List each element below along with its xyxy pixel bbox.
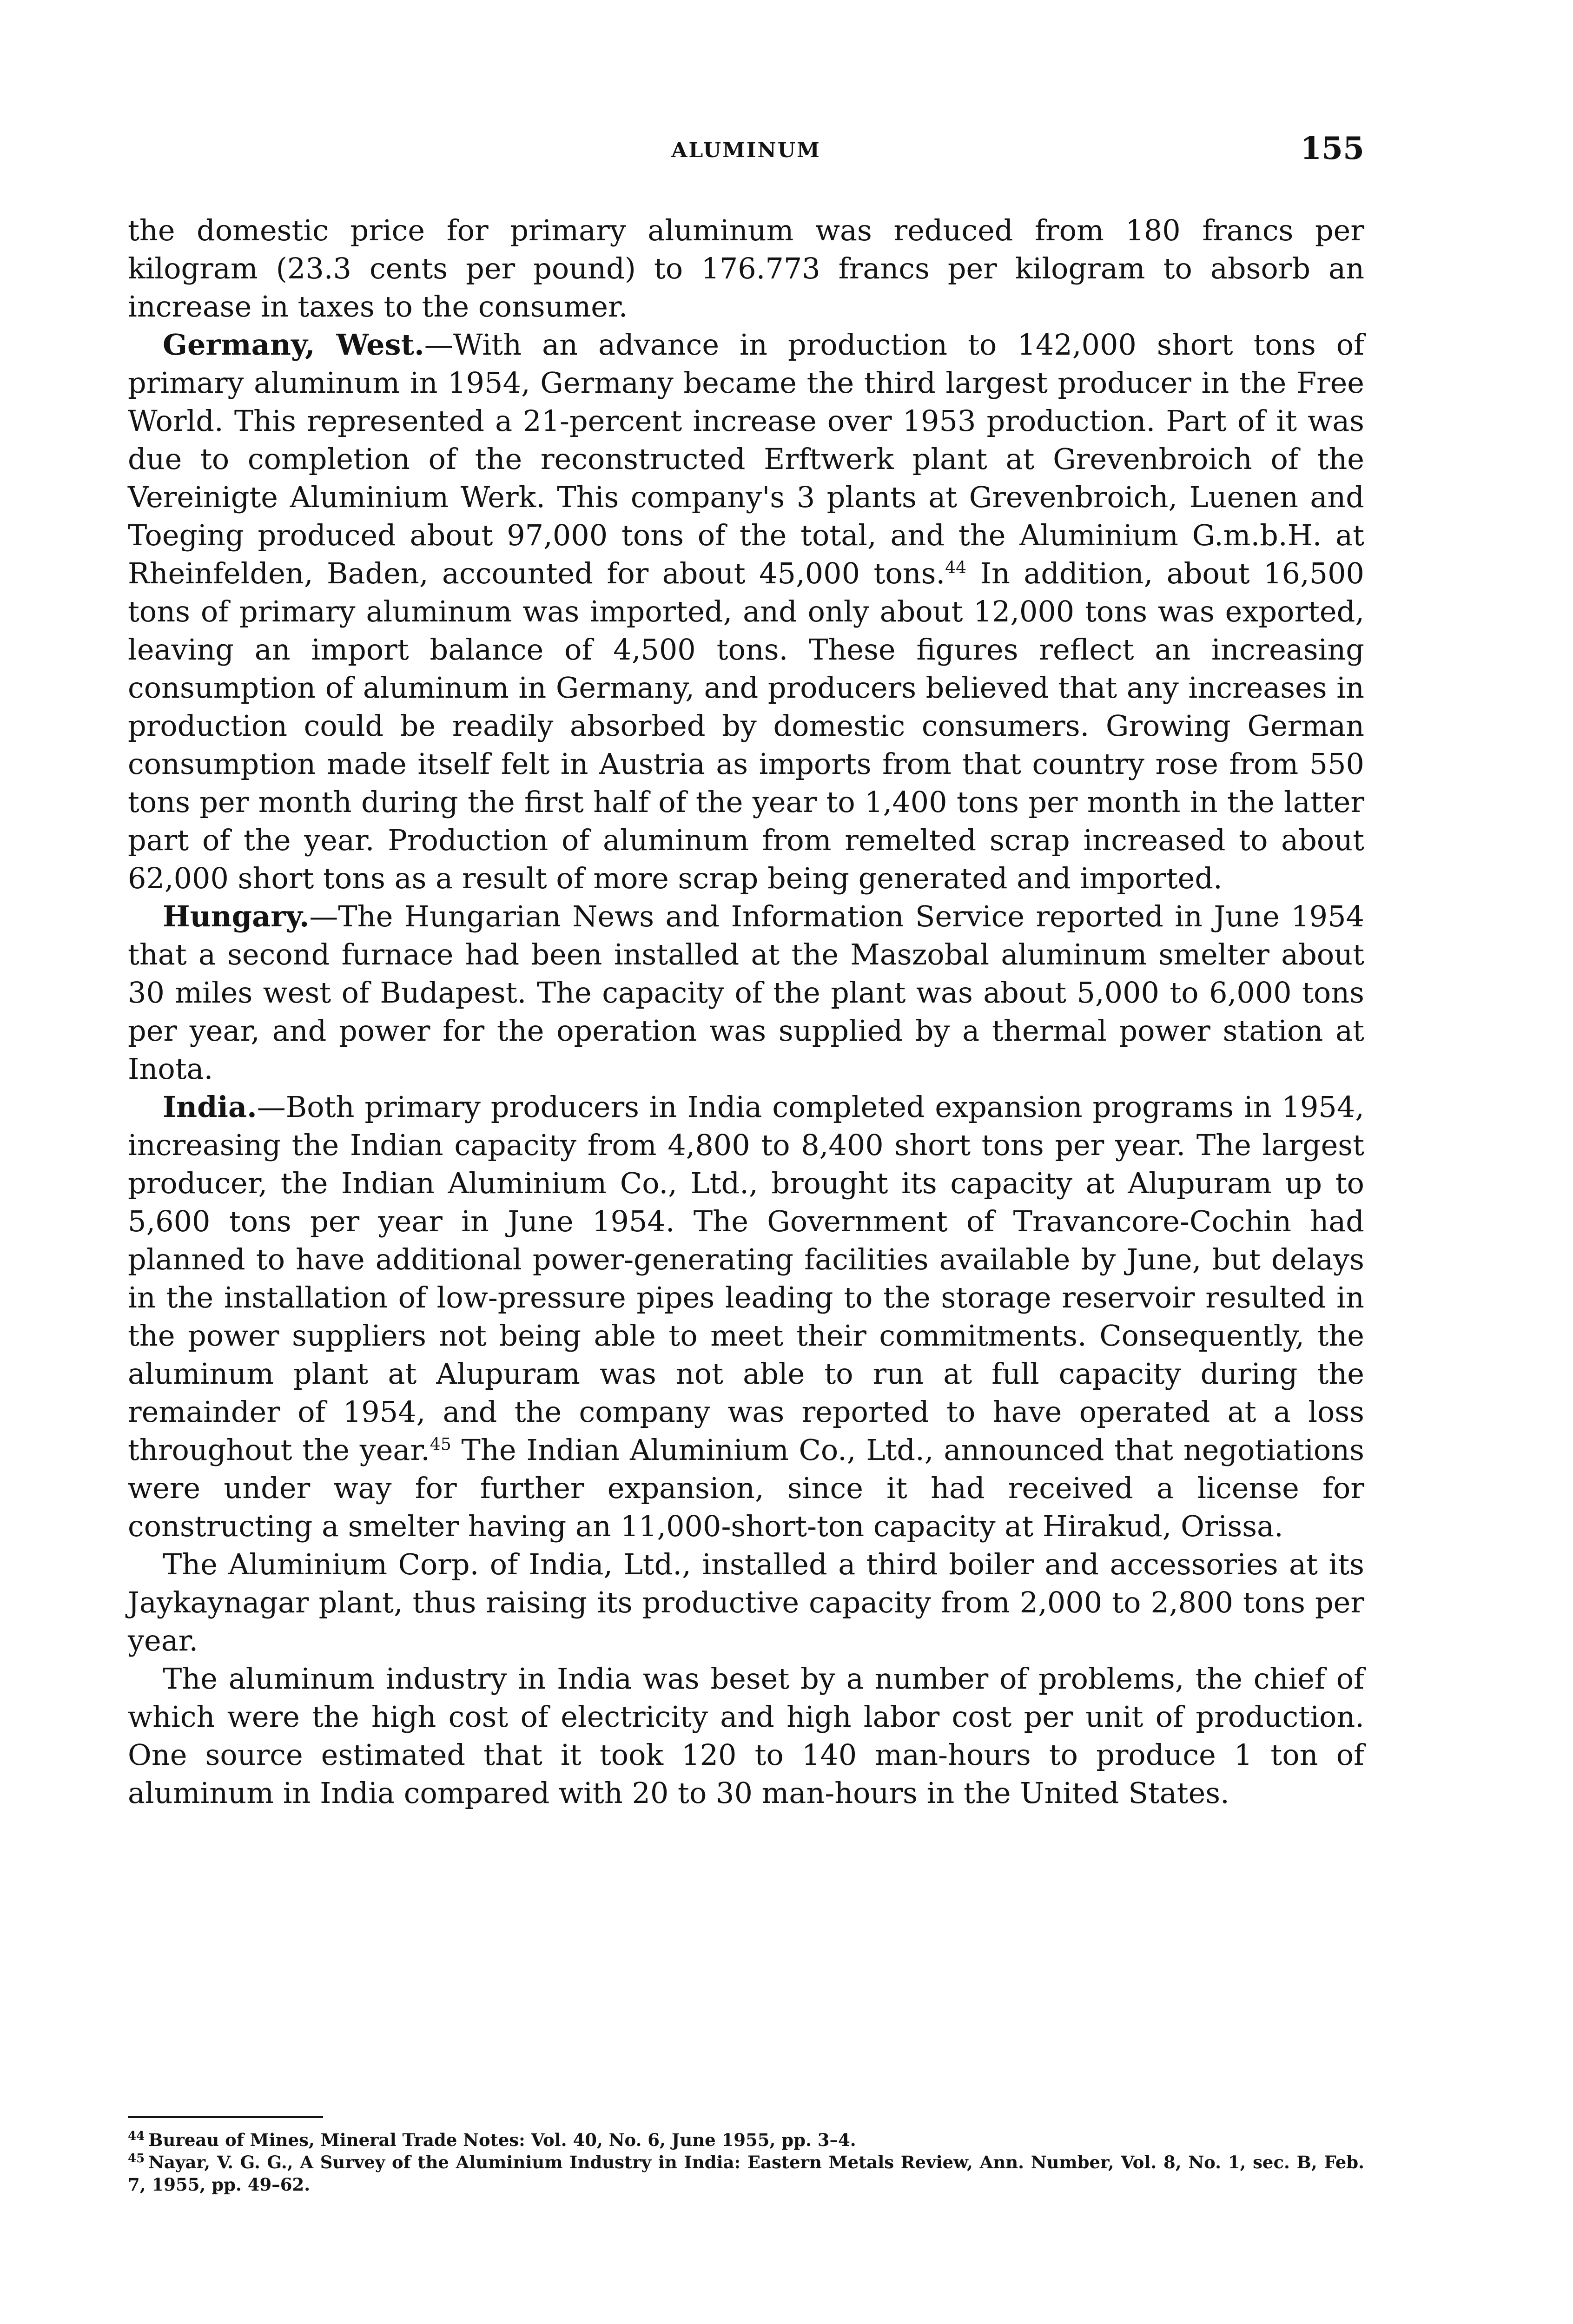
paragraph-germany-west — [128, 326, 1364, 898]
paragraph-aluminium-corp — [128, 1545, 1364, 1660]
paragraph-text: —With an advance in production to 142,000 short tons of primary aluminum in 1954, Germany became the third largest producer in the Free World. This represented a 21-percent increase over 1953 production. Part of it was due to completion of the reconstructed Erftwerk plant at Grevenbroich of the Vereinigte Aluminium Werk. This company's 3 plants at Grevenbroich, Luenen and Toeging produced about 97,000 tons of the total, and the Aluminium G.m.b.H. at Rheinfelden, Baden, accounted for about 45,000 tons. — [128, 328, 1365, 590]
section-lead-germany: Germany, West. — [163, 328, 424, 362]
paragraph-text: —Both primary producers in India completed expansion programs in 1954, increasing the Indian capacity from 4,800 to 8,400 short tons per year. The largest producer, the Indian Aluminium Co., Ltd., brought its capacity at Alupuram up to 5,600 tons per year in June 1954. The Government of Travancore-Cochin had planned to have additional power-generating facilities available by June, but delays in the installation of low-pressure pipes leading to the storage reservoir resulted in the power suppliers not being able to meet their commitments. Consequently, the aluminum plant at Alupuram was not able to run at full capacity during the remainder of 1954, and the company was reported to have operated at a loss throughout the year. — [128, 1090, 1364, 1467]
paragraph-text: The Aluminium Corp. of India, Ltd., installed a third boiler and accessories at its Jaykaynagar plant, thus raising its productive capacity from 2,000 to 2,800 tons per year. — [128, 1547, 1364, 1657]
running-head: ALUMINUM — [671, 139, 821, 162]
footnotes — [128, 2129, 1364, 2196]
footnote-reference: 45 — [430, 1435, 451, 1454]
section-lead-india: India. — [163, 1090, 257, 1124]
body-text — [128, 211, 1364, 1812]
section-lead-hungary: Hungary. — [163, 899, 310, 933]
footnote-mark: 45 — [128, 2151, 145, 2166]
page-number: 155 — [1300, 130, 1364, 166]
footnote-text: Bureau of Mines, Mineral Trade Notes: Vol. 40, No. 6, June 1955, pp. 3–4. — [148, 2130, 856, 2150]
footnote-45 — [128, 2151, 1364, 2196]
footnote-reference: 44 — [945, 558, 967, 578]
paragraph-text: In addition, about 16,500 tons of primary aluminum was imported, and only about 12,000 tons was exported, leaving an import balance of 4,500 tons. These figures reflect an increasing consumption of aluminum in Germany, and producers believed that any increases in production could be readily absorbed by domestic consumers. Growing German consumption made itself felt in Austria as imports from that country rose from 550 tons per month during the first half of the year to 1,400 tons per month in the latter part of the year. Production of aluminum from remelted scrap increased to about 62,000 short tons as a result of more scrap being generated and imported. — [128, 556, 1364, 895]
paragraph-text: The aluminum industry in India was beset by a number of problems, the chief of which were the high cost of electricity and high labor cost per unit of production. One source estimated that it took 120 to 140 man-hours to produce 1 ton of aluminum in India compared with 20 to 30 man-hours in the United States. — [128, 1662, 1364, 1810]
footnote-text: Nayar, V. G. G., A Survey of the Aluminium Industry in India: Eastern Metals Review, Ann. Number, Vol. 8, No. 1, sec. B, Feb. 7, 1955, pp. 49–62. — [128, 2152, 1364, 2195]
paragraph-industry-problems — [128, 1660, 1364, 1812]
paragraph-text: the domestic price for primary aluminum was reduced from 180 francs per kilogram (23.3 cents per pound) to 176.773 francs per kilogram to absorb an increase in taxes to the consumer. — [128, 213, 1364, 324]
footnote-44 — [128, 2129, 1364, 2151]
paragraph-text: The Indian Aluminium Co., Ltd., announced that negotiations were under way for further expansion, since it had received a license for constructing a smelter having an 11,000-short-ton capacity at Hirakud, Orissa. — [128, 1433, 1364, 1543]
footnote-divider — [128, 2116, 323, 2118]
page-header — [128, 130, 1364, 177]
footnote-mark: 44 — [128, 2129, 145, 2143]
paragraph-hungary — [128, 898, 1364, 1088]
paragraph-india — [128, 1088, 1364, 1545]
paragraph-france-continued — [128, 211, 1364, 326]
paragraph-text: —The Hungarian News and Information Service reported in June 1954 that a second furnace had been installed at the Maszobal aluminum smelter about 30 miles west of Budapest. The capacity of the plant was about 5,000 to 6,000 tons per year, and power for the operation was supplied by a thermal power station at Inota. — [128, 899, 1364, 1086]
